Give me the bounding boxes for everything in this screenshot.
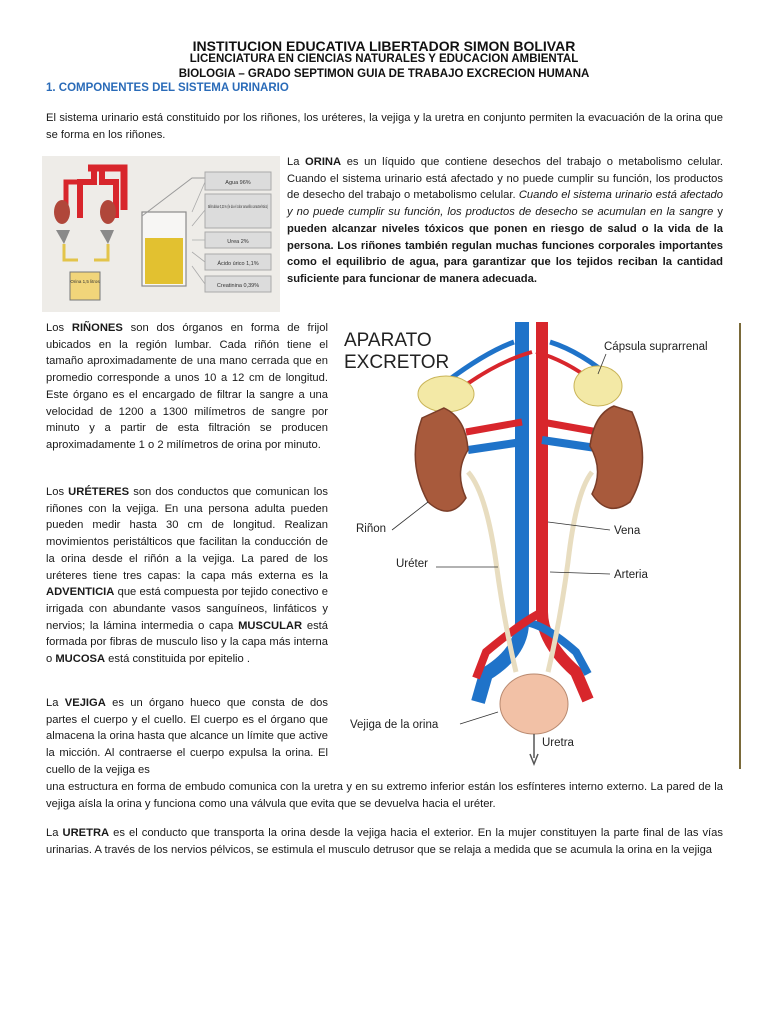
orina-term: ORINA <box>305 156 342 168</box>
ureters <box>468 472 592 672</box>
orina-text-1: es un líquido que contiene desechos del trabajo o metabolismo celular. Cuando el sistema urinario está afectado y no puede cumplir su función, los productos de desecho del trabajo o metabolismo celular. <box>287 156 723 202</box>
uretra-paragraph <box>46 825 723 858</box>
school-title: INSTITUCION EDUCATIVA LIBERTADOR SIMON BOLIVAR <box>192 38 576 54</box>
degree-title: LICENCIATURA EN CIENCIAS NATURALES Y EDUCACION AMBIENTAL <box>189 53 579 65</box>
label-ureter: Uréter <box>396 558 428 570</box>
rinones-body: son dos órganos en forma de frijol ubicados en la región lumbar. Cada riñón tiene el tamaño aproximadamente de una mano cerrada que en promedio corresponde a unos 10 a 12 cm de longitud. Este órgano es el encargado de filtrar la sangre a una velocidad de 1200 a 1300 milímetros de sangre por minuto y a partir de esta filtración se producen aproximadamente 1 o 2 milímetros de orina por minuto. <box>46 322 328 451</box>
jar-label: Orina 1,5 litros <box>70 279 100 284</box>
intro-paragraph: El sistema urinario está constituido por los riñones, los uréteres, la vejiga y la uretra en conjunto permiten la evacuación de la orina que se forma en los riñones. <box>46 112 723 141</box>
label-acido-urico: Ácido úrico 1,1% <box>217 261 259 267</box>
ureteres-text-4: está constituida por epitelio . <box>105 653 250 666</box>
vejiga-term: VEJIGA <box>64 697 106 709</box>
ureteres-term: URÉTERES <box>68 486 130 498</box>
orina-pre: La <box>287 156 306 168</box>
muscular-term: MUSCULAR <box>238 619 303 632</box>
vejiga-text-1: es un órgano hueco que consta de dos partes el cuerpo y el cuello. El cuerpo es el órgano que almacena la orina hasta que alcance un límite que active la micción. Al contraerse el cuerpo expulsa la orina. El cuello de la vejiga es <box>46 697 328 776</box>
label-creatinina: Creatinina 0,39% <box>216 283 260 289</box>
bladder-shape <box>500 674 568 734</box>
rinones-paragraph <box>46 320 328 454</box>
mucosa-term: MUCOSA <box>55 653 106 666</box>
orina-italic: Cuando el sistema urinario está afectado y no puede cumplir su función, los productos de desecho se acumulan en la sangre <box>287 189 723 219</box>
uretra-pre: La <box>46 827 63 839</box>
label-capsula-suprarrenal: Cápsula suprarrenal <box>604 341 708 353</box>
ureteres-text-1: son dos conductos que comunican los riñones con la vejiga. En una persona adulta pueden pueden medir hasta 30 cm de longitud. Realizan movimientos peristálticos que facilitan la conducción de la orina desde el riñón a la vejiga. La pared de los uréteres tiene tres capas: la capa más externa es la <box>46 486 328 582</box>
orina-bold: pueden alcanzar niveles tóxicos que ponen en riesgo de salud o la vida de la persona. Los riñones también regulan muchas funciones corporales importantes como el equilibrio de agua, para garantizar que los tejidos reciban la cantidad suficiente para funcionar de manera adecuada. <box>287 222 723 285</box>
label-rinon: Riñon <box>356 523 387 535</box>
adventicia-term: ADVENTICIA <box>46 586 115 599</box>
vejiga-pre: La <box>46 697 65 709</box>
rinones-term: RIÑONES <box>71 322 123 334</box>
figure-title-line-1: APARATO <box>344 330 432 351</box>
right-kidney <box>590 406 643 508</box>
bladder <box>500 674 568 764</box>
orina-paragraph <box>287 154 723 288</box>
label-uretra: Uretra <box>542 737 574 749</box>
label-arteria: Arteria <box>614 569 648 581</box>
orina-text-2: y <box>713 206 724 219</box>
rinones-pre: Los <box>46 322 72 334</box>
vejiga-paragraph-cont: una estructura en forma de embudo comunica con la uretra y en su extremo inferior están los esfínteres interno externo. La pared de la vejiga aísla la orina y funciona como una válvula que evita que se devuelva hacia el uréter. <box>46 781 723 810</box>
label-vejiga: Vejiga de la orina <box>350 719 439 731</box>
left-kidney <box>415 408 468 511</box>
uretra-term: URETRA <box>62 827 110 839</box>
section-title: 1. COMPONENTES DEL SISTEMA URINARIO <box>46 82 289 94</box>
ureteres-text-2: que está compuesta por tejido conectivo e irrigada con abundante vasos sanguíneos, linfáticos y nervios; la lámina intermedia o capa <box>46 586 328 632</box>
vejiga-paragraph <box>46 695 328 779</box>
guide-title: BIOLOGIA – GRADO SEPTIMON GUIA DE TRABAJO EXCRECION HUMANA <box>178 68 590 80</box>
excretory-system-figure <box>336 322 742 778</box>
ureteres-pre: Los <box>46 486 69 498</box>
figure-border <box>739 323 741 769</box>
label-vena: Vena <box>614 525 641 537</box>
label-urea: Urea 2% <box>227 239 249 245</box>
label-bilirrubina: Bilirrubina 0,21% (le da el color amarillo característico) <box>208 205 324 210</box>
ureteres-paragraph <box>46 484 328 668</box>
figure-title-line-2: EXCRETOR <box>344 352 450 373</box>
label-agua: Agua 96% <box>225 180 251 186</box>
ureteres-text-3: está formada por fibras de musculo liso y la capa más interna o <box>46 619 328 666</box>
uretra-body: es el conducto que transporta la orina desde la vejiga hacia el exterior. En la mujer constituyen la parte final de las vías urinarias. A través de los nervios pélvicos, se estimula el musculo detrusor que se relaja a medida que se acumula la orina en la vejiga <box>46 827 723 856</box>
